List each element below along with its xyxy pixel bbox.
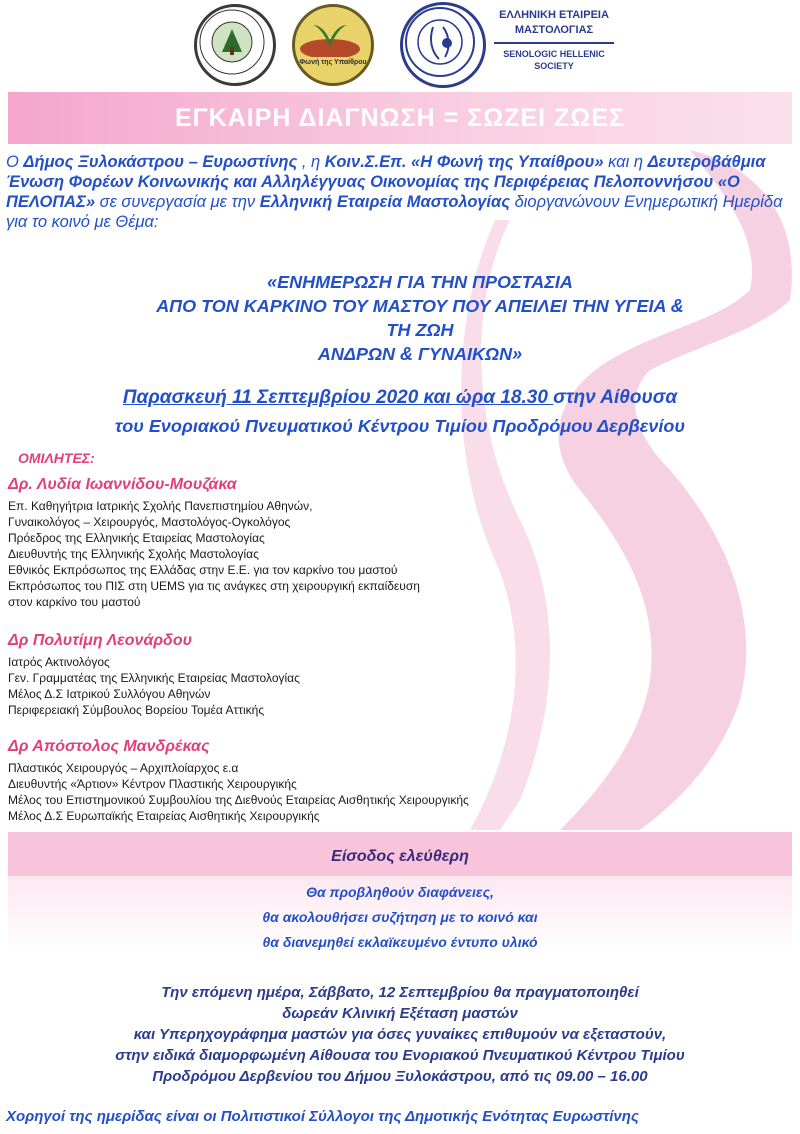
intro-text-2: , η — [297, 153, 325, 171]
intro-org-1: Δήμος Ξυλοκάστρου – Ευρωστίνης — [23, 153, 298, 171]
municipality-logo — [194, 4, 276, 86]
subject-line-1: «ΕΝΗΜΕΡΩΣΗ ΓΙΑ ΤΗΝ ΠΡΟΣΤΑΣΙΑ — [267, 272, 573, 292]
speaker-detail-line: Μέλος Δ.Σ Ευρωπαϊκής Εταιρείας Αισθητικής Χειρουργικής — [8, 809, 320, 823]
speaker-detail-line: Ιατρός Ακτινολόγος — [8, 655, 110, 669]
society-name-divider — [494, 42, 614, 44]
event-venue: του Ενοριακού Πνευματικού Κέντρου Τιμίου Προδρόμου Δερβενίου — [114, 416, 686, 436]
sponsors-line: Χορηγοί της ημερίδας είναι οι Πολιτιστικοί Σύλλογοι της Δημοτικής Ενότητας Ευρωστίνης — [6, 1108, 639, 1125]
next-day-line: στην ειδικά διαμορφωμένη Αίθουσα του Ενοριακού Πνευματικού Κέντρου Τιμίου — [115, 1047, 685, 1064]
speaker-detail-line: Διευθυντής της Ελληνικής Σχολής Μαστολογίας — [8, 547, 259, 561]
next-day-line: Προδρόμου Δερβενίου του Δήμου Ξυλοκάστρου, από τις 09.00 – 16.00 — [152, 1068, 648, 1085]
intro-text-1: Ο — [6, 153, 24, 171]
next-day-line: Την επόμενη ημέρα, Σάββατο, 12 Σεπτεμβρίου θα πραγματοποιηθεί — [161, 984, 639, 1001]
speaker-details — [8, 760, 469, 824]
speaker-detail-line: Περιφερειακή Σύμβουλος Βορείου Τομέα Αττικής — [8, 703, 265, 717]
speaker-name: Δρ Απόστολος Μανδρέκας — [8, 738, 210, 755]
speaker-detail-line: Επ. Καθηγήτρια Ιατρικής Σχολής Πανεπιστημίου Αθηνών, — [8, 499, 313, 513]
entry-free: Είσοδος ελεύθερη — [331, 848, 469, 865]
foni-tis-ypaithrou-logo-icon — [295, 7, 365, 57]
speaker-name: Δρ Πολυτίμη Λεονάρδου — [8, 632, 193, 649]
speaker-detail-line: Γεν. Γραμματέας της Ελληνικής Εταιρείας Μαστολογίας — [8, 671, 300, 685]
title-banner — [8, 92, 792, 144]
banner-title: ΕΓΚΑΙΡΗ ΔΙΑΓΝΩΣΗ = ΣΩΖΕΙ ΖΩΕΣ — [174, 104, 626, 132]
speaker-name: Δρ. Λυδία Ιωαννίδου-Μουζάκα — [8, 476, 237, 493]
intro-org-2: Κοιν.Σ.Επ. «Η Φωνή της Υπαίθρου» — [324, 153, 604, 171]
senologic-society-logo — [400, 2, 486, 88]
foni-tis-ypaithrou-logo — [292, 4, 374, 86]
speakers-label: ΟΜΙΛΗΤΕΣ: — [18, 450, 95, 466]
subject-line-2: ΑΠΟ ΤΟΝ ΚΑΡΚΙΝΟ ΤΟΥ ΜΑΣΤΟΥ ΠΟΥ ΑΠΕΙΛΕΙ ΤΗΝ ΥΓΕΙΑ & — [156, 296, 684, 316]
speaker-detail-line: Πρόεδρος της Ελληνικής Εταιρείας Μαστολογίας — [8, 531, 265, 545]
intro-org-4: Ελληνική Εταιρεία Μαστολογίας — [259, 193, 510, 211]
intro-text-4: σε συνεργασία με την — [95, 193, 260, 211]
intro-paragraph — [6, 152, 790, 232]
intro-org-3: Δευτεροβάθμια Ένωση Φορέων Κοινωνικής και Αλληλέγγυας Οικονομίας της Περιφέρειας Πελοποννήσου «Ο ΠΕΛΟΠΑΣ» — [6, 153, 766, 211]
event-notes — [0, 880, 800, 955]
speaker-detail-line: στον καρκίνο του μαστού — [8, 595, 141, 609]
speaker-detail-line: Μέλος Δ.Σ Ιατρικού Συλλόγου Αθηνών — [8, 687, 211, 701]
subject-line-3: ΤΗ ΖΩΗ — [386, 320, 454, 340]
speaker-detail-line: Γυναικολόγος – Χειρουργός, Μαστολόγος-Ογκολόγος — [8, 515, 291, 529]
event-date-rest: στην Αίθουσα — [553, 387, 678, 408]
municipality-seal-icon — [197, 7, 267, 77]
note-line: θα ακολουθήσει συζήτηση με το κοινό και — [262, 909, 538, 925]
speaker-detail-line: Μέλος του Επιστημονικού Συμβουλίου της Διεθνούς Εταιρείας Αισθητικής Χειρουργικής — [8, 793, 469, 807]
speaker-detail-line: Διευθυντής «Άρτιον» Κέντρον Πλαστικής Χειρουργικής — [8, 777, 297, 791]
intro-text-5: διοργανώνουν Ενημερωτική Ημερίδα για το κοινό με Θέμα: — [6, 193, 783, 231]
speaker-detail-line: Πλαστικός Χειρουργός – Αρχιπλοίαρχος ε.α — [8, 761, 239, 775]
note-line: θα διανεμηθεί εκλαϊκευμένο έντυπο υλικό — [262, 934, 538, 950]
note-line: Θα προβληθούν διαφάνειες, — [306, 884, 494, 900]
next-day-line: και Υπερηχογράφημα μαστών για όσες γυναίκες επιθυμούν να εξεταστούν, — [133, 1026, 667, 1043]
speaker-details — [8, 498, 420, 610]
next-day-info — [0, 982, 800, 1087]
society-name-block — [484, 8, 624, 72]
event-date: Παρασκευή 11 Σεπτεμβρίου 2020 και ώρα 18.30 — [122, 387, 554, 408]
society-name: ΕΛΛΗΝΙΚΗ ΕΤΑΙΡΕΙΑ ΜΑΣΤΟΛΟΓΙΑΣ — [499, 9, 609, 36]
event-subject — [40, 270, 800, 366]
speaker-detail-line: Εθνικός Εκπρόσωπος της Ελλάδας στην Ε.Ε. για τον καρκίνο του μαστού — [8, 563, 398, 577]
next-day-line: δωρεάν Κλινική Εξέταση μαστών — [282, 1005, 518, 1022]
senologic-society-seal-icon — [403, 5, 477, 79]
speaker-detail-line: Εκπρόσωπος του ΠΙΣ στη UEMS για τις ανάγκες στη χειρουργική εκπαίδευση — [8, 579, 420, 593]
foni-logo-caption: Φωνή της Υπαίθρου — [299, 59, 367, 66]
speaker-details — [8, 654, 300, 718]
subject-line-4: ΑΝΔΡΩΝ & ΓΥΝΑΙΚΩΝ» — [317, 344, 523, 364]
society-name-en: SENOLOGIC HELLENIC SOCIETY — [503, 49, 605, 71]
intro-text-3: και η — [603, 153, 648, 171]
event-date-line — [0, 386, 800, 410]
